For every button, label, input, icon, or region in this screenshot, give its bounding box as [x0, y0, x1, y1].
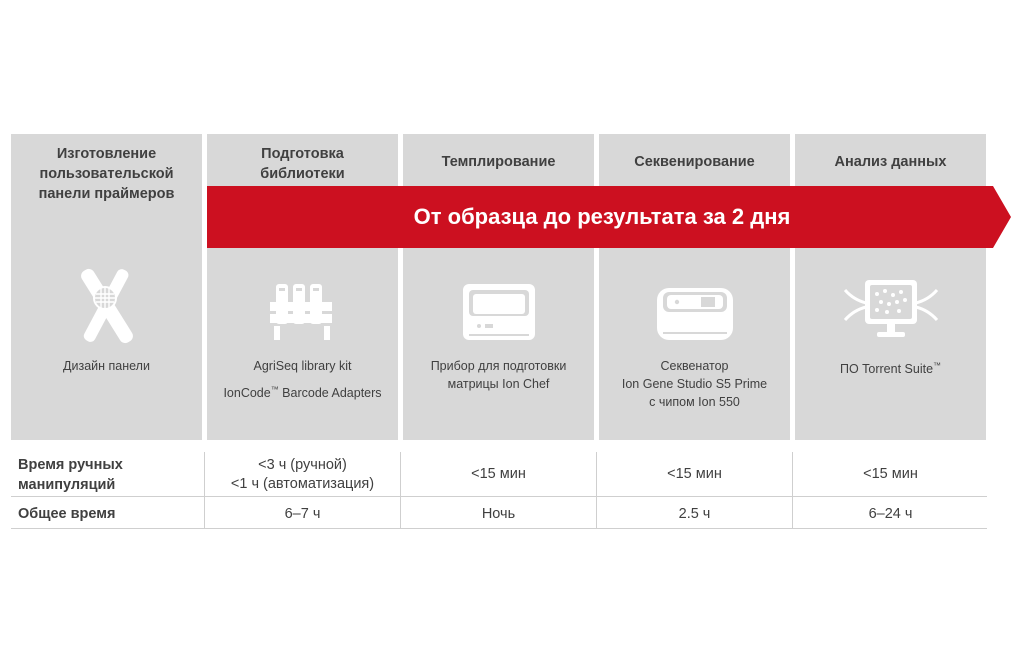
column-library-prep [207, 134, 398, 440]
table-cell: <15 мин [667, 466, 722, 482]
column-templating [403, 134, 594, 440]
column-description: Дизайн панели [63, 359, 150, 373]
column-title: Секвенирование [634, 154, 755, 170]
table-cell: 6–7 ч [284, 506, 321, 522]
table-cell: Ночь [481, 506, 516, 522]
table-column-divider [400, 452, 401, 528]
row-label-hands-on-time: Время ручных манипуляций [18, 457, 123, 493]
banner-title: От образца до результата за 2 дня [413, 204, 791, 229]
column-data-analysis [795, 134, 986, 440]
library-kit-icon [207, 268, 398, 344]
torrent-suite-icon [795, 268, 986, 344]
column-title: Темплирование [441, 154, 556, 170]
table-divider [11, 496, 987, 497]
primer-panel-icon [11, 268, 202, 344]
ion-chef-icon [403, 268, 594, 344]
row-label-total-time: Общее время [18, 506, 116, 522]
column-description: AgriSeq library kit IonCode™ Barcode Adapters [223, 359, 382, 400]
column-title: Изготовление пользовательской панели праймеров [38, 146, 175, 202]
sequencer-icon [599, 268, 790, 344]
table-column-divider [792, 452, 793, 528]
column-sequencing [599, 134, 790, 440]
column-title: Подготовка библиотеки [260, 146, 345, 182]
table-cell: <15 мин [471, 466, 526, 482]
column-description: ПО Torrent Suite™ [839, 361, 942, 376]
table-cell: <3 ч (ручной) <1 ч (автоматизация) [230, 457, 375, 492]
table-divider [11, 528, 987, 529]
column-primer-panel [11, 134, 202, 440]
table-cell: <15 мин [863, 466, 918, 482]
table-column-divider [204, 452, 205, 528]
table-column-divider [596, 452, 597, 528]
table-cell: 6–24 ч [868, 506, 913, 522]
column-description: Прибор для подготовки матрицы Ion Chef [430, 359, 567, 391]
workflow-banner [207, 186, 1011, 248]
column-title: Анализ данных [834, 154, 947, 170]
table-cell: 2.5 ч [678, 506, 711, 522]
column-description: Секвенатор Ion Gene Studio S5 Prime с чипом Ion 550 [621, 359, 768, 409]
